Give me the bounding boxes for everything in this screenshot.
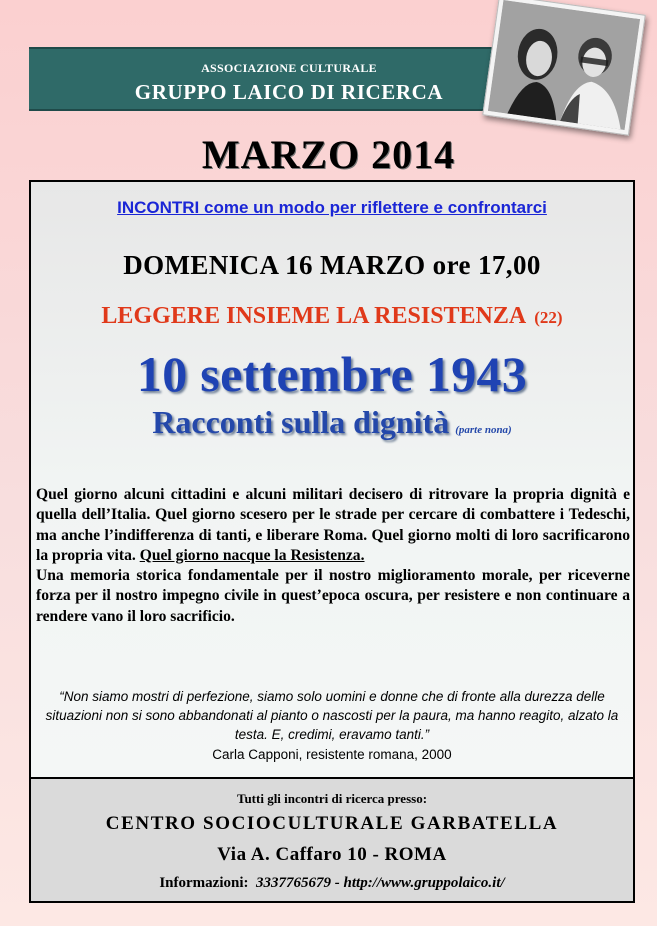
description-paragraph-2: Una memoria storica fondamentale per il nostro miglioramento morale, per riceverne forza per il nostro impegno civile in quest’epoca oscura, per resistere e non continuare a rendere vano il loro sacrificio. — [36, 567, 630, 625]
month-title: MARZO 2014 — [201, 132, 456, 177]
paragraph-1-text: Quel giorno alcuni cittadini e alcuni militari decisero di ritrovare la propria dignità e quella dell’Italia. Quel giorno scesero per le strade per cercare di combattere i Tedeschi, ma anche l’indifferenza di tanti, e liberare Roma. Quel giorno molti di loro sacrificarono la propria vita. — [36, 486, 630, 564]
venue-intro: Tutti gli incontri di ricerca presso: — [236, 791, 428, 806]
series-number: (22) — [534, 308, 563, 327]
series-title — [31, 303, 633, 330]
description — [36, 485, 630, 627]
series-name: LEGGERE INSIEME LA RESISTENZA — [101, 303, 527, 329]
subtitle-text: Racconti sulla dignità — [152, 404, 450, 440]
group-name: GRUPPO LAICO DI RICERCA — [134, 80, 444, 104]
portrait-image — [488, 0, 640, 130]
intro-headline: INCONTRI come un modo per riflettere e confrontarci — [117, 198, 547, 217]
event-date: DOMENICA 16 MARZO ore 17,00 — [123, 250, 541, 280]
description-paragraph-1 — [36, 485, 630, 566]
paragraph-1-underlined: Quel giorno nacque la Resistenza. — [139, 546, 365, 564]
venue-address: Via A. Caffaro 10 - ROMA — [217, 844, 447, 865]
quote-text: “Non siamo mostri di perfezione, siamo solo uomini e donne che di fronte alla durezza delle situazioni non si sono abbandonati al pianto o nascosti per la paura, ma hanno reagito, alzato la testa. E, credimi, eravamo tanti.” — [45, 689, 619, 742]
subtitle-part: (parte nona) — [455, 424, 512, 436]
quote-attribution: Carla Capponi, resistente romana, 2000 — [212, 747, 452, 762]
quote — [31, 687, 633, 744]
venue-name: CENTRO SOCIOCULTURALE GARBATELLA — [105, 813, 559, 834]
venue-panel — [29, 777, 635, 903]
info-label: Informazioni: — [159, 875, 249, 891]
association-label: ASSOCIAZIONE CULTURALE — [201, 61, 377, 75]
info-contact: 3337765679 - http://www.gruppolaico.it/ — [256, 875, 505, 891]
event-panel — [29, 180, 635, 779]
event-subtitle — [31, 404, 633, 441]
contact-info — [31, 875, 633, 892]
portrait-photo — [482, 0, 646, 136]
event-title: 10 settembre 1943 — [136, 346, 528, 402]
